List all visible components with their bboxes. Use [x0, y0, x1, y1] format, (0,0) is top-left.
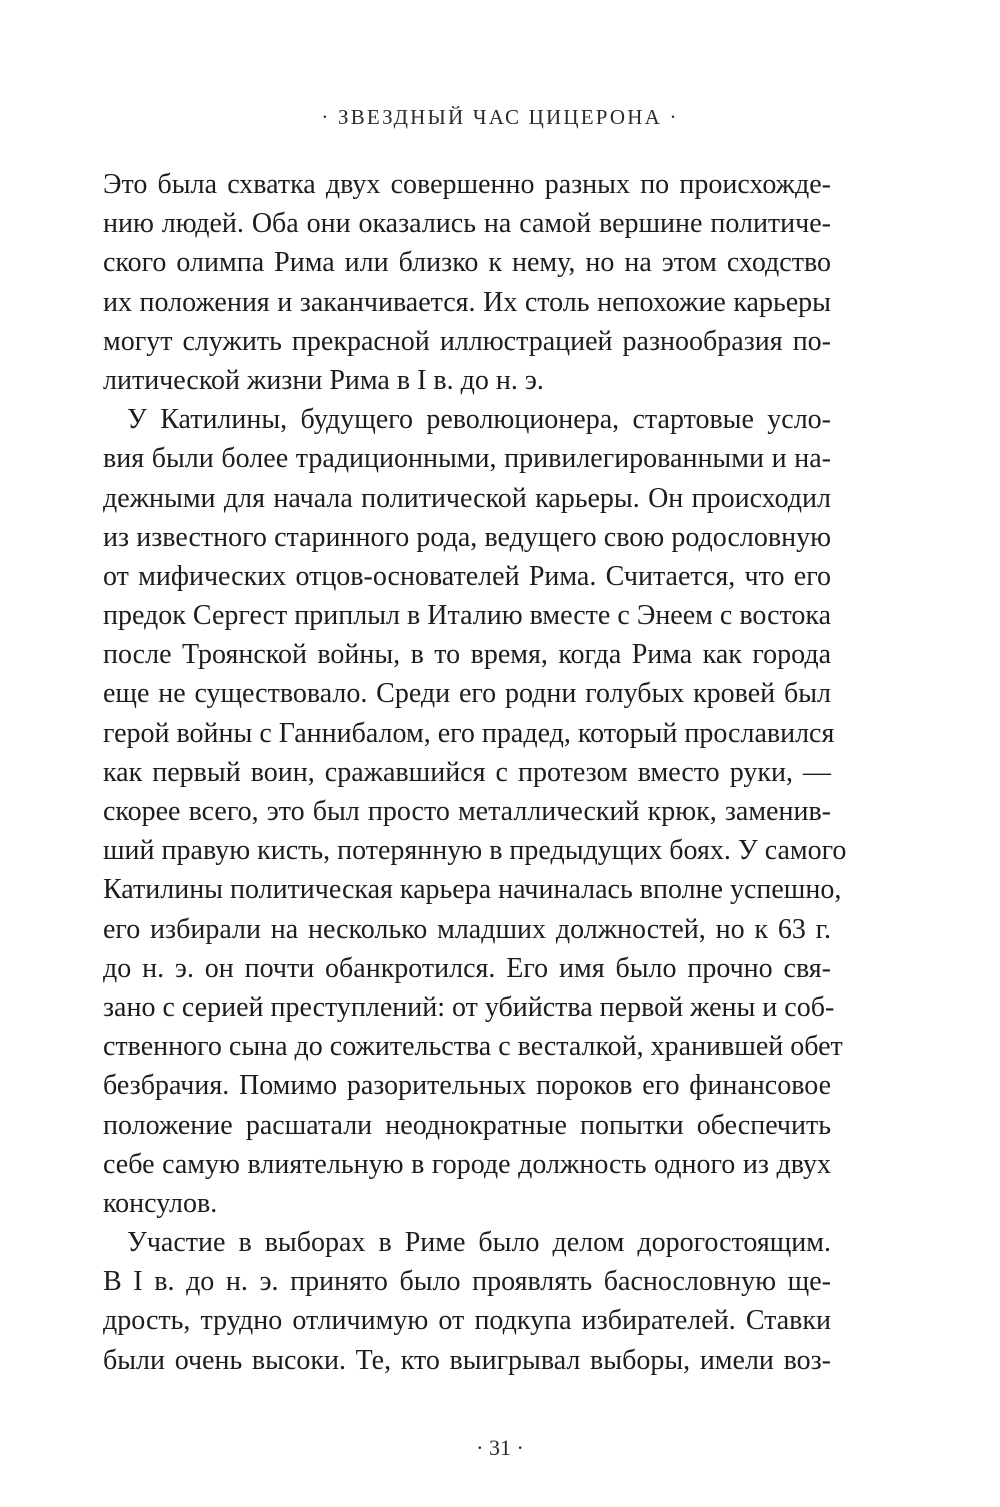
- text-line: себе самую влиятельную в городе должность одного из двух: [103, 1148, 831, 1180]
- text-line: дежными для начала политической карьеры. Он происходил: [103, 482, 831, 514]
- text-line: их положения и заканчивается. Их столь непохожие карьеры: [103, 286, 831, 318]
- text-line: положение расшатали неоднократные попытки обеспечить: [103, 1109, 831, 1141]
- paragraph-1: [103, 165, 831, 400]
- text-line: от мифических отцов-основателей Рима. Считается, что его: [103, 560, 831, 592]
- text-line: предок Сергест приплыл в Италию вместе с Энеем с востока: [103, 600, 831, 632]
- text-line: герой войны с Ганнибалом, его прадед, который прославился: [103, 717, 835, 749]
- text-line: зано с серией преступлений: от убийства первой жены и соб-: [103, 991, 835, 1023]
- text-line: Это была схватка двух совершенно разных по происхожде-: [103, 169, 831, 200]
- text-line: после Троянской войны, в то время, когда Рима как города: [103, 639, 831, 671]
- text-line: ственного сына до сожительства с весталкой, хранившей обет: [103, 1031, 843, 1063]
- text-line: могут служить прекрасной иллюстрацией разнообразия по-: [103, 325, 831, 357]
- text-line: Участие в выборах в Риме было делом дорогостоящим.: [127, 1227, 831, 1259]
- text-line: ший правую кисть, потерянную в предыдущих боях. У самого: [103, 835, 847, 867]
- text-line: еще не существовало. Среди его родни голубых кровей был: [103, 678, 831, 710]
- text-line: ского олимпа Рима или близко к нему, но на этом сходство: [103, 247, 831, 279]
- text-line: как первый воин, сражавшийся с протезом вместо руки, —: [103, 756, 831, 788]
- text-line: литической жизни Рима в I в. до н. э.: [103, 364, 544, 396]
- running-header: · ЗВЕЗДНЫЙ ЧАС ЦИЦЕРОНА ·: [321, 105, 679, 129]
- text-line: его избирали на несколько младших должностей, но к 63 г.: [103, 913, 831, 945]
- text-line: В I в. до н. э. принято было проявлять баснословную ще-: [103, 1266, 831, 1298]
- text-line: скорее всего, это был просто металлический крюк, заменив-: [103, 796, 831, 827]
- body-text: [103, 165, 847, 1380]
- text-line: консулов.: [103, 1187, 218, 1219]
- text-line: Катилины политическая карьера начиналась вполне успешно,: [103, 874, 842, 906]
- text-line: нию людей. Оба они оказались на самой вершине политиче-: [103, 208, 831, 240]
- page-number: · 31 ·: [476, 1435, 524, 1460]
- paragraph-2: [103, 400, 847, 1223]
- paragraph-3: [103, 1223, 831, 1380]
- text-line: были очень высоки. Те, кто выигрывал выборы, имели воз-: [103, 1344, 831, 1376]
- text-line: безбрачия. Помимо разорительных пороков его финансовое: [103, 1070, 831, 1102]
- text-line: дрость, трудно отличимую от подкупа избирателей. Ставки: [103, 1305, 831, 1337]
- text-line: У Катилины, будущего революционера, стартовые усло-: [127, 404, 831, 436]
- text-line: из известного старинного рода, ведущего свою родословную: [103, 521, 831, 553]
- text-line: до н. э. он почти обанкротился. Его имя было прочно свя-: [103, 952, 831, 984]
- text-line: вия были более традиционными, привилегированными и на-: [103, 443, 831, 475]
